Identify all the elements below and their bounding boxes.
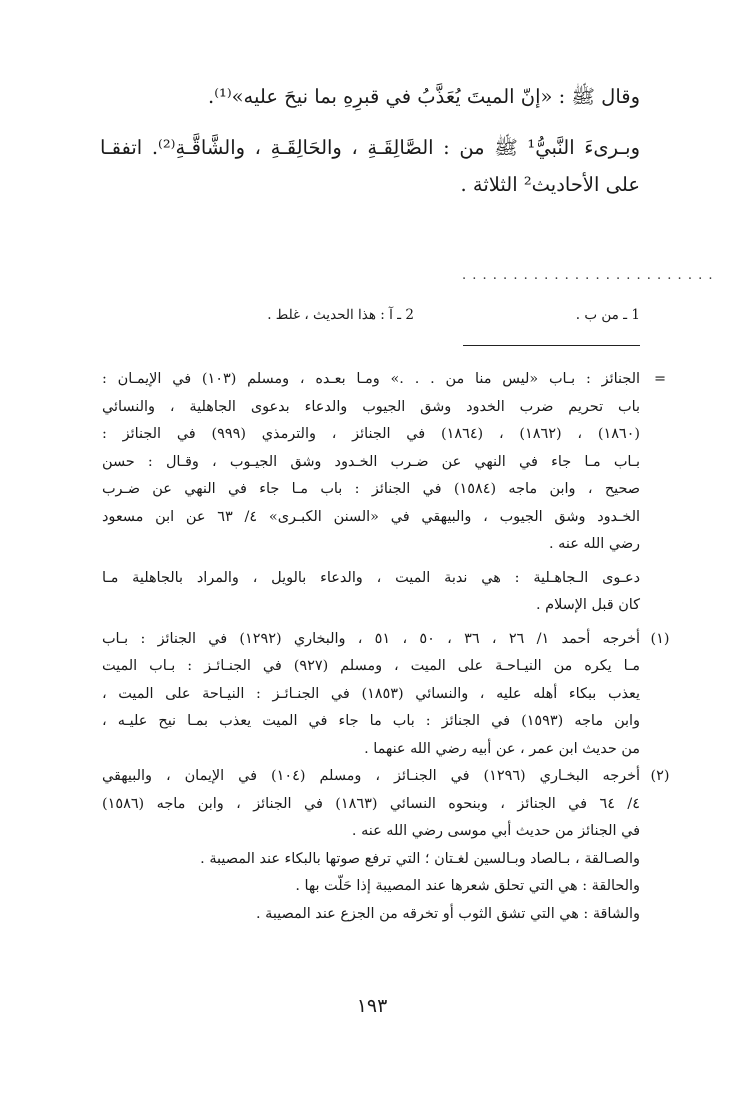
footnote-line: باب تحريم ضرب الخدود وشق الجيوب والدعاء بدعوى الجاهلية ، والنسائي: [102, 398, 640, 415]
footnote-line: رضي الله عنه .: [549, 536, 640, 552]
footnote-line: الخـدود وشق الجيوب ، والبيهقي في «السنن الكبـرى» ٤/ ٦٣ عن ابن مسعود: [102, 508, 640, 525]
footnote-line: وابن ماجه (١٥٩٣) في الجنائز : باب ما جاء في الميت يعذب بمـا نيح عليـه ،: [102, 713, 641, 729]
main-text: [100, 78, 640, 203]
footnote-continuation-marker: =: [653, 371, 667, 387]
main-text-line-ittafaqa: على الأحاديث² الثلاثة .: [460, 173, 640, 196]
footnote-continuation: [102, 366, 667, 559]
main-text-line-bara: وبـرىءَ النَّبيُّ¹ ﷺ من : الصَّالِقَـةِ ، والحَالِقَـةِ ، والشَّاقَّـةِ⁽²⁾. اتفقـا: [100, 136, 640, 159]
footnote-line: مـا يكره من النيـاحـة على الميت ، ومسلم (٩٢٧) في الجنـائـز : بـاب الميت: [102, 658, 640, 674]
footnote-2-marker: (٢): [650, 768, 670, 784]
footnote-rule: [463, 345, 640, 346]
footnote-1: [102, 626, 670, 764]
footnote-line: (١٨٦٠) ، (١٨٦٢) ، (١٨٦٤) في الجنائز ، والترمذي (٩٩٩) في الجنائز :: [102, 426, 641, 442]
footnote-line: بـاب مـا جاء في النهي عن ضـرب الخـدود وشق الجيـوب ، وقـال : حسن: [102, 453, 640, 470]
footnotes: [102, 366, 670, 928]
footnote-line: أخرجه البخـاري (١٢٩٦) في الجنـائز ، ومسلم (١٠٤) في الإيمان ، والبيهقي: [102, 768, 640, 784]
definition-shaqqa: والشاقة : هي التي تشق الثوب أو تخرقه من الجزع عند المصيبة .: [255, 905, 640, 922]
separator-dots: . . . . . . . . . . . . . . . . . . . . . . . . .: [462, 268, 714, 283]
footnote-line: الجنائز : بـاب «ليس منا من . . .» ومـا بعـده ، ومسلم (١٠٣) في الإيمـان :: [102, 371, 640, 387]
definition-saliqa: والصـالقة ، بـالصاد وبـالسين لغـتان ؛ التي ترفع صوتها بالبكاء عند المصيبة .: [200, 850, 640, 867]
footnote-definitions: [102, 846, 640, 929]
definition-haliqa: والحالقة : هي التي تحلق شعرها عند المصيبة إذا حَلّت بها .: [295, 878, 640, 894]
footnote-line: أخرجه أحمد ١/ ٢٦ ، ٣٦ ، ٥٠ ، ٥١ ، والبخاري (١٢٩٢) في الجنائز : بـاب: [102, 630, 640, 647]
main-text-line-hadith: وقال ﷺ : «إنّ الميتَ يُعَذَّبُ في قبرِهِ بما نيحَ عليه»⁽¹⁾.: [208, 85, 640, 108]
variant-note-2: 2 ـ آ : هذا الحديث ، غلط .: [267, 307, 414, 323]
footnote-2: [102, 763, 670, 846]
page-number: ١٩٣: [356, 995, 388, 1017]
footnote-line: صحيح ، وابن ماجه (١٥٨٤) في الجنائز : باب مـا جاء في النهي عن ضـرب: [102, 481, 640, 497]
variant-note-1: 1 ـ من ب .: [575, 307, 640, 323]
footnote-line: يعذب ببكاء أهله عليه ، والنسائي (١٨٥٣) في الجنـائـز : النيـاحة على الميت ،: [102, 685, 640, 702]
footnote-1-marker: (١): [650, 630, 670, 647]
footnote-line: في الجنائز من حديث أبي موسى رضي الله عنه .: [351, 823, 640, 839]
manuscript-variants: [104, 305, 640, 327]
footnote-line: ٤/ ٦٤ في الجنائز ، وبنحوه النسائي (١٨٦٣) في الجنائز ، وابن ماجه (١٥٨٦): [102, 795, 640, 812]
footnote-line: كان قبل الإسلام .: [536, 597, 640, 613]
footnote-jahiliyya-note: [102, 565, 640, 620]
footnote-line: دعـوى الـجاهـلية : هي ندبة الميت ، والدعاء بالويل ، والمراد بالجاهلية مـا: [102, 569, 640, 586]
footnote-line: من حديث ابن عمر ، عن أبيه رضي الله عنهما .: [364, 740, 640, 757]
